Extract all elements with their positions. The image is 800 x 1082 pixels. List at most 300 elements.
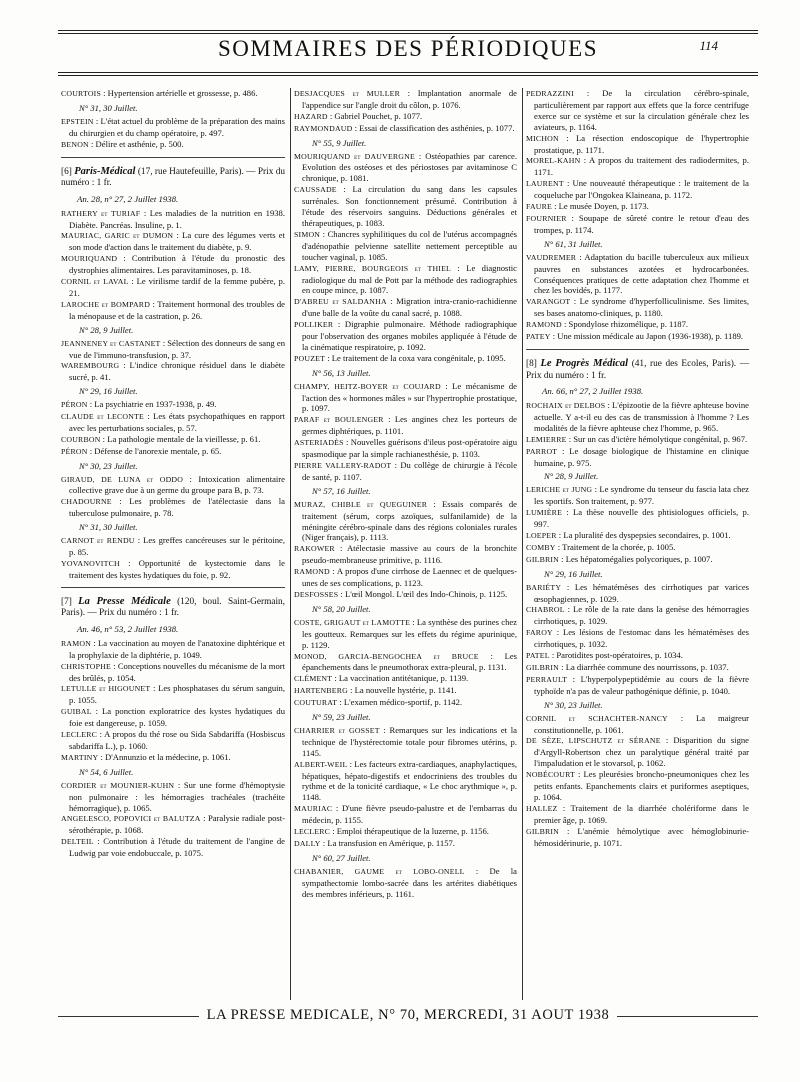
issue-date: N° 61, 31 Juillet. (544, 238, 603, 249)
article-entry (61, 780, 285, 814)
article-title: : La circulation du sang dans les capsules surrénales. Son fonctionnement présumé. Contribution à l'étude des réservoirs sanguins. Déductions générales et thérapeutiques, p. 1083. (302, 184, 517, 228)
article-title: : Défense de l'anorexie mentale, p. 65. (87, 445, 222, 456)
article-entry (61, 638, 285, 661)
article-entry (294, 151, 517, 185)
article-authors: FAROY (526, 628, 553, 638)
article-authors: SIMON (294, 229, 321, 239)
article-authors: LETULLE et HIGOUNET (61, 684, 151, 694)
article-authors: CORDIER et MOUNIER-KUHN (61, 780, 175, 790)
article-entry (61, 813, 285, 836)
article-title: : Chancres syphilitiques du col de l'utérus accompagnés d'adénopathie pelvienne satellite nettement perceptible au toucher vaginal, p. 1085. (302, 228, 517, 262)
article-entry (526, 542, 749, 554)
article-entry (526, 484, 749, 507)
article-title: : La résection endoscopique de l'hypertrophie prostatique, p. 1171. (534, 132, 749, 155)
section-divider (526, 349, 749, 350)
journal-info: (17, rue Hautefeuille, Paris). — Prix du numéro : 1 fr. (61, 166, 286, 189)
article-entry (61, 88, 285, 100)
page-footer (58, 1002, 758, 1032)
article-authors: GILBRIN (526, 662, 560, 672)
article-authors: CHRISTOPHE (61, 661, 111, 671)
article-title: : A propos d'une cirrhose de Laennec et de quelques-unes de ses complications, p. 1123. (302, 566, 517, 589)
article-entry (526, 201, 749, 213)
article-title: : Hypertension artérielle et grossesse, p. 486. (100, 88, 258, 98)
article-title: : Le musée Doyen, p. 1173. (551, 201, 649, 212)
article-title: : L'épizootie de la fièvre aphteuse bovine actuelle. Y a-t-il eu des cas de transmission à l'homme ? Les modalités de la fièvre aphteuse chez l'homme, p. 965. (534, 400, 749, 433)
article-authors: LOEPER (526, 531, 557, 540)
article-title: : La nouvelle hystérie, p. 1141. (347, 685, 457, 696)
journal-heading (61, 596, 285, 620)
article-authors: MAURIAC (294, 804, 333, 814)
journal-info: (120, boul. Saint-Germain, Paris). — Prix du numéro : 1 fr. (61, 596, 286, 619)
article-entry (526, 446, 749, 469)
article-title: : Remarques sur les indications et la technique de l'hystérectomie totale pour fibromes utérins, p. 1145. (302, 724, 517, 758)
issue-date: N° 29, 16 Juillet. (79, 386, 138, 397)
article-title: : L'hyperpolypeptidémie au cours de la fièvre typhoïde n'a pas de valeur pathogénique définie, p. 1040. (534, 673, 749, 696)
article-authors: CAUSSADE (294, 185, 337, 195)
article-title: : Le virilisme tardif de la femme pubère, p. 21. (69, 276, 285, 298)
article-authors: CORNIL et SCHACHTER-NANCY (526, 713, 668, 723)
article-authors: PIERRE VALLERY-RADOT (294, 461, 392, 470)
article-title: : Les hépatomégalies polycoriques, p. 1007. (559, 553, 713, 564)
article-authors: EPSTEIN (61, 116, 94, 126)
article-entry (61, 399, 285, 411)
article-authors: PARAF et BOULENGER (294, 415, 384, 425)
issue-date: N° 56, 13 Juillet. (312, 367, 371, 378)
article-title: : La vaccination au moyen de l'anatoxine diphtérique et la prophylaxie de la diphtérie, p. 1049. (69, 637, 285, 660)
article-authors: RAKOWER (294, 544, 335, 554)
article-entry (294, 88, 517, 111)
article-title: : Nouvelles guérisons d'ileus post-opératoire aigu spasmodique par la simple rachianesthésie, p. 1103. (302, 437, 517, 460)
article-title: : Les états psychopathiques en rapport avec les perturbations sociales, p. 57. (69, 411, 285, 433)
article-authors: DESFOSSES (294, 589, 339, 599)
article-entry (526, 213, 749, 236)
article-authors: GILBRIN (526, 826, 560, 836)
article-title: : La maigreur constitutionnelle, p. 1061. (534, 712, 749, 735)
column-middle (290, 88, 520, 1000)
article-entry (294, 460, 517, 483)
article-authors: COSTE, GRIGAUT et LAMOTTE (294, 617, 411, 627)
article-title: : Essais comparés de traitement (sérum, corps azoïques, sulfanilamide) de la méningite cérébro-spinale dans des régions coloniales rurales (Niger français), p. 1113. (302, 498, 517, 543)
article-entry (61, 496, 285, 519)
article-entry (526, 133, 749, 156)
journal-info: (41, rue des Ecoles, Paris). — Prix du numéro : 1 fr. (526, 358, 750, 381)
article-title: : Les maladies de la nutrition en 1938. Diabète. Pancréas. Insuline, p. 1. (69, 207, 285, 230)
article-title: : Sur un cas d'ictère hémolytique congénital, p. 967. (566, 433, 748, 444)
page-header (58, 36, 758, 70)
article-title: : La diarrhée commune des nourrissons, p. 1037. (559, 661, 729, 672)
page-number: 114 (699, 38, 718, 53)
article-title: : D'une fièvre pseudo-palustre et de l'embarras du médecin, p. 1155. (302, 803, 517, 826)
article-authors: COURTOIS (61, 89, 101, 98)
article-entry (61, 558, 285, 581)
issue-date: N° 60, 27 Juillet. (312, 852, 371, 863)
issue-date: N° 30, 23 Juillet. (79, 460, 138, 471)
article-title: : Les problèmes de l'atélectasie dans la tuberculose pulmonaire, p. 78. (69, 496, 285, 519)
article-entry (61, 116, 285, 139)
article-authors: GUIBAL (61, 707, 92, 717)
issue-date: N° 28, 9 Juillet. (544, 471, 599, 482)
article-authors: ASTERIADÈS (294, 438, 344, 448)
article-authors: PEDRAZZINI (526, 89, 574, 98)
article-title: : Traitement hormonal des troubles de la ménopause et de la castration, p. 26. (69, 298, 285, 321)
journal-number: [8] (526, 358, 541, 369)
article-entry (526, 662, 749, 674)
article-authors: LECLERC (61, 730, 98, 740)
article-authors: RAMON (61, 638, 92, 648)
article-authors: LAURENT (526, 179, 564, 189)
journal-name: Paris-Médical (74, 165, 136, 177)
article-title: : La vaccination antitétanique, p. 1139. (332, 673, 469, 684)
article-authors: DALLY (294, 839, 321, 848)
journal-heading (61, 166, 285, 190)
header-rule-bottom-2 (58, 75, 758, 76)
article-authors: RAMOND (294, 567, 330, 577)
article-authors: FOURNIER (526, 213, 567, 223)
article-title: : Le syndrome d'hyperfolliculinisme. Ses limites, ses bases anatomo-cliniques, p. 1180. (534, 296, 749, 319)
article-entry (61, 338, 285, 361)
article-entry (61, 706, 285, 729)
article-authors: POUZET (294, 353, 326, 363)
article-title: : De la circulation cérébro-spinale, particulièrement par rapport aux effets que la force centrifuge exerce sur ce système et sur la circulation générale chez les aviateurs, p. 1164. (534, 88, 749, 132)
column-right (522, 88, 752, 1000)
issue-date: N° 54, 6 Juillet. (79, 766, 134, 777)
issue-date: N° 30, 23 Juillet. (544, 699, 603, 710)
article-authors: PERRAULT (526, 674, 568, 684)
article-authors: ROCHAIX et DELBOS (526, 401, 606, 411)
article-entry (61, 683, 285, 706)
article-title: : La thèse nouvelle des phtisiologues officiels, p. 997. (534, 507, 749, 530)
article-authors: MURAZ, CHIBLE et QUEGUINER (294, 499, 428, 509)
article-authors: CHADOURNE (61, 497, 112, 507)
article-authors: CARNOT et RENDU (61, 536, 135, 546)
article-authors: VARANGOT (526, 297, 571, 307)
article-authors: RAYMONDAUD (294, 123, 353, 133)
article-title: : D'Annunzio et la médecine, p. 1061. (98, 751, 231, 762)
article-title: : Le syndrome du tenseur du fascia lata chez les sportifs. Son traitement, p. 977. (534, 484, 749, 507)
journal-name: La Presse Médicale (78, 595, 171, 607)
article-authors: MOURIQUAND (61, 254, 118, 264)
article-authors: CLÉMENT (294, 674, 333, 684)
issue-date: N° 31, 30 Juillet. (79, 522, 138, 533)
article-title: : De la sympathectomie lombo-sacrée dans les artérites diabétiques des membres inférieurs, p. 1161. (302, 865, 517, 899)
article-title: : Implantation anormale de l'appendice sur l'angle droit du côlon, p. 1076. (302, 88, 517, 110)
article-authors: YOVANOVITCH (61, 558, 120, 568)
article-title: : Emploi thérapeutique de la luzerne, p. 1156. (330, 826, 489, 837)
article-authors: CLAUDE et LECONTE (61, 412, 144, 422)
article-authors: RAMOND (526, 320, 562, 330)
article-authors: DE SÈZE, LIPSCHUTZ et SÉRANE (526, 736, 661, 746)
issue-date: N° 31, 30 Juillet. (79, 102, 138, 113)
article-authors: PARROT (526, 446, 558, 456)
article-authors: CHARRIER et GOSSET (294, 725, 380, 735)
article-title: : La pluralité des dyspepsies secondaires, p. 1001. (556, 530, 731, 540)
article-authors: DELTEIL (61, 837, 94, 847)
article-entry (61, 253, 285, 276)
journal-number: [7] (61, 596, 79, 607)
volume-issue: An. 66, n° 27, 2 Juillet 1938. (542, 386, 644, 397)
article-entry (526, 296, 749, 319)
issue-date: N° 28, 9 Juillet. (79, 324, 134, 335)
article-entry (294, 617, 517, 651)
header-rule-bottom (58, 72, 758, 73)
article-entry (61, 434, 285, 446)
article-title: : Les épanchements dans le pneumothorax extra-pleural, p. 1131. (302, 650, 518, 673)
article-title: : Les greffes cancéreuses sur le péritoine, p. 85. (69, 535, 286, 557)
article-entry (294, 353, 517, 365)
article-entry (294, 697, 517, 709)
article-authors: COURBON (61, 434, 101, 444)
article-title: : Le diagnostic radiologique du mal de Pott par la méthode des radiographies en coupe mince, p. 1087. (302, 262, 517, 296)
article-authors: BARIÉTY (526, 582, 562, 592)
article-title: : La psychiatrie en 1937-1938, p. 49. (87, 399, 217, 410)
article-entry (294, 838, 517, 850)
article-title: : La cure des légumes verts et son mode d'action dans le traitement du diabète, p. 9. (69, 230, 285, 253)
article-authors: HAZARD (294, 111, 328, 121)
article-title: : Les phosphatases du sérum sanguin, p. 1055. (69, 683, 285, 706)
article-entry (526, 507, 749, 530)
article-entry (526, 319, 749, 331)
article-entry (526, 530, 749, 542)
article-entry (294, 589, 517, 601)
article-entry (61, 752, 285, 764)
article-authors: MAURIAC, GARIC et DUMON (61, 231, 174, 241)
article-authors: HALLEZ (526, 803, 558, 813)
article-title: : Disparition du signe d'Argyll-Robertson chez un paralytique général traité par l'impaludation et le stovarsol, p. 1062. (534, 735, 749, 769)
article-authors: LAMY, PIERRE, BOURGEOIS et THIEL (294, 263, 452, 273)
article-entry (294, 803, 517, 826)
article-title: : Digraphie pulmonaire. Méthode radiographique pour l'observation des organes mobiles appliquée à l'étude de la cinématique respiratoire, p. 1092. (302, 319, 517, 352)
article-authors: HARTENBERG (294, 686, 348, 696)
article-authors: FAURE (526, 202, 552, 212)
column-left (58, 88, 288, 1000)
article-entry (294, 759, 517, 804)
article-title: : Intoxication alimentaire collective grave due à un germe du groupe para B, p. 73. (69, 473, 285, 496)
article-entry (61, 729, 285, 752)
article-authors: ALBERT-WEIL (294, 759, 348, 769)
section-divider (61, 587, 285, 588)
article-title: : Contribution à l'étude du pronostic des dystrophies alimentaires. Les paravitaminoses, p. 18. (69, 253, 285, 276)
article-title: : L'anémie hémolytique avec hémoglobinurie-hémosidérinurie, p. 1071. (534, 825, 749, 848)
article-title: : Le mécanisme de l'action des « hormones mâles » sur l'hypertrophie prostatique, p. 1097. (302, 380, 517, 414)
article-entry (526, 88, 749, 133)
article-authors: DESJACQUES et MULLER (294, 89, 401, 98)
issue-date: N° 29, 16 Juillet. (544, 568, 603, 579)
article-authors: LERICHE et JUNG (526, 485, 593, 495)
section-divider (61, 157, 285, 158)
article-title: : L'indice chronique résiduel dans le diabète sucré, p. 41. (69, 360, 285, 383)
article-title: : Le dosage biologique de l'histamine en clinique humaine, p. 975. (534, 445, 749, 468)
article-entry (526, 713, 749, 736)
article-entry (526, 803, 749, 826)
article-entry (526, 674, 749, 697)
article-title: : Une nouveauté thérapeutique : le traitement de la coqueluche par l'Ongokea Klaineana, p. 1172. (534, 178, 749, 201)
article-entry (526, 627, 749, 650)
article-title: : A propos du traitement des radiodermites, p. 1171. (534, 155, 749, 178)
article-entry (61, 836, 285, 859)
article-entry (294, 685, 517, 697)
article-entry (294, 381, 517, 415)
article-entry (526, 252, 749, 297)
article-entry (526, 554, 749, 566)
article-title: : La synthèse des purines chez les goutteux. Remarques sur les effets du régime apurinique, p. 1129. (302, 616, 517, 650)
journal-name: Le Progrès Médical (540, 357, 629, 369)
article-entry (294, 184, 517, 229)
page-title: SOMMAIRES DES PÉRIODIQUES (218, 36, 598, 61)
article-authors: CHAMPY, HEITZ-BOYER et COUJARD (294, 381, 441, 391)
article-entry (61, 535, 285, 558)
article-entry (61, 276, 285, 299)
article-entry (294, 229, 517, 263)
article-authors: MOREL-KAHN (526, 156, 581, 166)
article-entry (294, 111, 517, 123)
article-entry (294, 414, 517, 437)
article-title: : Délire et asthénie, p. 500. (88, 138, 184, 149)
article-title: : Paralysie radiale post-sérothérapie, p. 1068. (69, 813, 286, 836)
article-entry (61, 661, 285, 684)
article-title: : Migration intra-cranio-rachidienne d'une balle de la voûte du canal sacré, p. 1088. (302, 296, 517, 319)
article-title: : Conceptions nouvelles du mécanisme de la mort des brûlés, p. 1054. (69, 660, 285, 683)
article-entry (61, 411, 285, 434)
article-entry (294, 543, 517, 566)
article-title: : Les hématémèses des cirrhotiques par varices œsophagiennes, p. 1029. (534, 581, 749, 604)
article-title: : La transfusion en Amérique, p. 1157. (320, 838, 455, 848)
article-authors: RATHERY et TURIAF (61, 208, 141, 218)
article-entry (61, 474, 285, 497)
article-title: : Le traitement de la coxa vara congénitale, p. 1095. (325, 352, 506, 363)
article-entry (294, 123, 517, 135)
article-authors: MOURIQUAND et DAUVERGNE (294, 151, 415, 161)
article-title: : Atélectasie massive au cours de la bronchite pseudo-membraneuse primitive, p. 1116. (302, 543, 517, 566)
article-title: : Traitement de la diarrhée cholériforme dans le premier âge, p. 1069. (534, 802, 749, 825)
footer-text: LA PRESSE MEDICALE, N° 70, MERCREDI, 31 AOUT 1938 (199, 1007, 618, 1023)
article-title: : Soupape de sûreté contre le retour d'eau des trompes, p. 1174. (534, 212, 749, 235)
article-authors: BENON (61, 139, 89, 149)
article-entry (61, 208, 285, 231)
article-entry (61, 230, 285, 253)
article-entry (526, 400, 749, 434)
article-title: : Les angines chez les porteurs de germes diphtériques, p. 1101. (302, 414, 517, 437)
volume-issue: An. 28, n° 27, 2 Juillet 1938. (77, 193, 179, 204)
article-authors: ANGELESCO, POPOVICI et BALUTZA (61, 814, 201, 824)
article-entry (526, 155, 749, 178)
volume-issue: An. 46, n° 53, 2 Juillet 1938. (77, 623, 179, 634)
article-authors: MARTINY (61, 752, 99, 762)
journal-heading (526, 358, 749, 382)
issue-date: N° 58, 20 Juillet. (312, 603, 371, 614)
article-entry (526, 826, 749, 849)
article-entry (294, 725, 517, 759)
article-authors: COUTURAT (294, 698, 338, 708)
article-title: : Contribution à l'étude du traitement de l'angine de Ludwig par voie endobuccale, p. 1075. (69, 836, 285, 859)
article-entry (526, 769, 749, 803)
article-entry (294, 673, 517, 685)
article-authors: LECLERC (294, 827, 331, 837)
article-authors: CHABROL (526, 605, 565, 615)
columns (58, 88, 758, 1000)
article-authors: NOBÉCOURT (526, 770, 575, 780)
article-entry (294, 437, 517, 460)
article-entry (526, 735, 749, 769)
article-entry (526, 582, 749, 605)
issue-date: N° 59, 23 Juillet. (312, 712, 371, 723)
issue-date: N° 57, 16 Juillet. (312, 485, 371, 496)
article-title: : Opportunité de kystectomie dans le traitement des kystes hydatiques du foie, p. 92. (69, 557, 285, 580)
article-entry (526, 604, 749, 627)
article-title: : Parotidites post-opératoires, p. 1034. (549, 650, 683, 661)
article-title: : La pathologie mentale de la vieillesse, p. 61. (100, 433, 261, 444)
article-authors: D'ABREU et SALDANHA (294, 297, 387, 307)
issue-date: N° 55, 9 Juillet. (312, 137, 367, 148)
article-title: : Gabriel Pouchet, p. 1077. (327, 110, 423, 121)
article-title: : L'état actuel du problème de la préparation des mains du chirurgien et du champ opératoire, p. 497. (69, 115, 285, 138)
article-authors: POLLIKER (294, 320, 334, 330)
article-title: : Les pleurésies broncho-pneumoniques chez les petits enfants. Epanchements clairs et puriformes aseptiques, p. 1064. (534, 769, 749, 802)
article-authors: PATEL (526, 651, 550, 661)
article-entry (294, 566, 517, 589)
article-authors: PATEY (526, 332, 551, 342)
article-entry (61, 139, 285, 151)
article-title: : Essai de classification des asthénies, p. 1077. (352, 122, 515, 133)
article-title: : L'examen médico-sportif, p. 1142. (337, 697, 463, 708)
article-entry (294, 319, 517, 353)
article-entry (526, 434, 749, 446)
article-authors: LUMIÈRE (526, 508, 563, 518)
article-authors: COMBY (526, 542, 556, 552)
article-title: : Les facteurs extra-cardiaques, anaphylactiques, hépatiques, hépato-digestifs et endocriniens des troubles du rythme et de la tonicité cardiaque, « Le choc arythmique », p. 1148. (302, 758, 517, 803)
article-entry (61, 446, 285, 458)
article-entry (294, 499, 517, 544)
article-title: : Du collège de chirurgie à l'école de santé, p. 1107. (302, 460, 518, 482)
article-title: : A propos du thé rose ou Sida Sabdariffa (Hosbiscus sabdariffa L.), p. 1060. (69, 729, 285, 751)
article-title: : La ponction exploratrice des kystes hydatiques du foie est dangereuse, p. 1059. (69, 706, 285, 729)
article-entry (294, 651, 517, 674)
article-title: : Ostéopathies par carence. Evolution des ostéoses et des périostoses par avitaminose C chronique, p. 1081. (302, 150, 517, 184)
article-authors: GILBRIN (526, 554, 560, 564)
article-entry (294, 826, 517, 838)
article-entry (61, 360, 285, 383)
article-entry (294, 263, 517, 297)
article-title: : Spondylose rhizomélique, p. 1187. (561, 319, 689, 330)
article-authors: MICHON (526, 133, 559, 143)
article-authors: LAROCHE et BOMPARD (61, 299, 151, 309)
article-title: : Une mission médicale au Japon (1936-1938), p. 1189. (550, 331, 744, 342)
article-entry (294, 296, 517, 319)
article-entry (526, 331, 749, 343)
article-title: : Adaptation du bacille tuberculeux aux milieux pauvres en substances azotées et hydrocarbonées. Conséquences pratiques de cette adaptation chez l'homme et chez les bovidés, p. 1177. (534, 251, 749, 296)
header-rule-top (58, 30, 758, 31)
article-authors: CORNIL et LAVAL (61, 277, 129, 287)
article-authors: PÉRON (61, 400, 88, 410)
article-title: : Traitement de la chorée, p. 1005. (555, 541, 676, 552)
article-authors: JEANNENEY et CASTANET (61, 338, 161, 348)
article-title: : Les lésions de l'estomac dans les hématémèses des cirrhotiques, p. 1032. (534, 627, 749, 650)
article-authors: VAUDREMER (526, 252, 577, 262)
header-rule-top-2 (58, 33, 758, 34)
article-entry (61, 299, 285, 322)
article-authors: PÉRON (61, 446, 88, 456)
article-title: : L'œil Mongol. L'œil des Indo-Chinois, p. 1125. (338, 588, 508, 599)
article-authors: GIRAUD, DE LUNA et ODDO (61, 474, 184, 484)
article-title: : Sélection des donneurs de sang en vue de l'immuno-transfusion, p. 37. (69, 337, 285, 360)
article-entry (294, 866, 517, 900)
article-authors: LEMIERRE (526, 434, 567, 444)
article-title: : Le rôle de la rate dans la genèse des hémorragies cirrhotiques, p. 1029. (534, 604, 749, 627)
article-authors: CHABANIER, GAUME et LOBO-ONELL (294, 866, 465, 876)
article-entry (526, 178, 749, 201)
article-authors: MONOD, GARCIA-BENGOCHEA et BRUCE (294, 651, 479, 661)
journal-number: [6] (61, 166, 75, 177)
article-authors: WAREMBOURG (61, 361, 120, 371)
